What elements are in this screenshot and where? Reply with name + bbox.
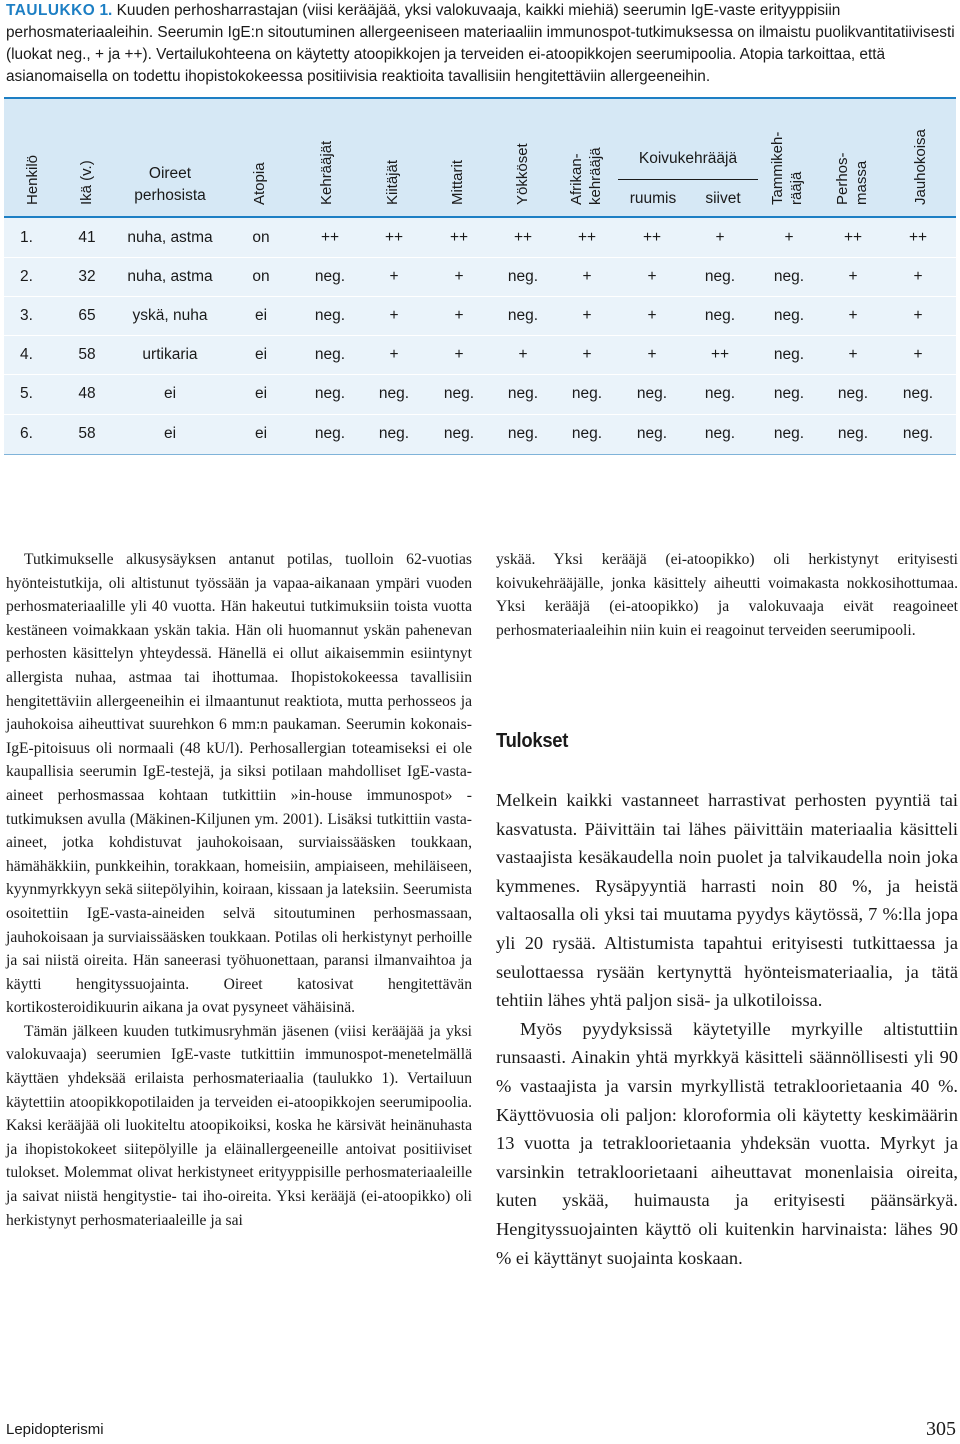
right-column-continuation [496,548,958,642]
header-henkilo: Henkilö [24,154,41,205]
cell-atopia: ei [254,307,268,324]
row-separator [4,335,956,336]
page-number: 305 [926,1418,956,1440]
cell-jauho: ++ [908,229,928,246]
cell-siivet: neg. [704,425,736,442]
cell-ruumis: ++ [642,229,662,246]
cell-kiitajat: neg. [378,385,410,402]
table-body-background [4,218,956,454]
header-koivu: Koivukehrääjä [638,150,738,167]
row-separator [4,374,956,375]
cell-yokkoset: ++ [513,229,533,246]
row-separator [4,257,956,258]
cell-tammi: neg. [773,385,805,402]
header-tammi-line1: Tammikeh- [769,131,786,205]
cell-afrikan: + [582,268,592,285]
cell-perhos: + [848,268,858,285]
cell-henkilo: 3. [20,307,33,324]
cell-ruumis: neg. [636,425,668,442]
cell-afrikan: neg. [571,425,603,442]
cell-oireet: nuha, astma [127,229,213,246]
paragraph: Melkein kaikki vastanneet harrastivat perhosten pyyntiä tai kasvatusta. Päivittäin tai lähes päivittäin materiaalia käsitteli vastaajista kesäkaudella noin puolet ja talvikaudella noin joka kymmenes. Rysäpyyntiä harrasti noin 80 %, ja heistä valtaosalla oli yksi tai muutama pyydys käytössä, 7 %:lla jopa yli 20 rysää. Altistumista tapahtui erityisesti tutkittaessa ja seulottaessa rysään kertynyttä hyönteismateriaalia, ja tätä tehtiin lähes yhtä paljon sisä- ja ulkotiloissa. [496,790,958,1011]
header-oireet-line2: perhosista [134,187,206,204]
cell-jauho: neg. [902,385,934,402]
cell-kehraajat: neg. [314,385,346,402]
cell-kiitajat: + [389,268,399,285]
cell-ika: 32 [78,268,96,285]
cell-ruumis: + [647,346,657,363]
cell-kehraajat: neg. [314,346,346,363]
cell-mittarit: + [454,307,464,324]
cell-perhos: + [848,307,858,324]
header-perhos [833,152,871,205]
cell-perhos: neg. [837,385,869,402]
cell-kiitajat: ++ [384,229,404,246]
cell-mittarit: ++ [449,229,469,246]
journal-footer: Lepidopterismi [6,1421,104,1438]
header-perhos-line1: Perhos- [834,152,851,205]
cell-henkilo: 6. [20,425,33,442]
cell-oireet: urtikaria [142,346,198,363]
cell-jauho: neg. [902,425,934,442]
cell-ika: 65 [78,307,96,324]
header-jauho: Jauhokoisa [912,129,929,205]
header-perhos-line2: massa [853,160,870,205]
header-afrikan [567,147,605,205]
cell-henkilo: 2. [20,268,33,285]
header-mittarit: Mittarit [449,160,466,205]
cell-kehraajat: neg. [314,268,346,285]
cell-ika: 48 [78,385,96,402]
header-kehraajat: Kehrääjät [318,140,335,205]
cell-afrikan: ++ [577,229,597,246]
header-koivu-underline [618,179,758,180]
cell-kiitajat: + [389,346,399,363]
cell-henkilo: 1. [20,229,33,246]
section-heading: Tulokset [496,730,569,752]
header-ruumis: ruumis [629,190,677,207]
header-yokkoset: Yökköset [514,143,531,205]
cell-kiitajat: + [389,307,399,324]
cell-oireet: ei [163,425,177,442]
cell-jauho: + [913,307,923,324]
cell-henkilo: 4. [20,346,33,363]
cell-ika: 41 [78,229,96,246]
cell-mittarit: + [454,268,464,285]
cell-tammi: + [784,229,794,246]
cell-oireet: yskä, nuha [132,307,208,324]
paragraph: Myös pyydyksissä käytetyille myrkyille altistuttiin runsaasti. Ainakin yhtä myrkkyä käsitteli säännöllisesti yli 90 % vastaajista ja varsin myrkyllistä tetrakloorietaania 40 %. Käyttövuosia oli paljon: kloroformia oli käytetty keskimäärin 13 vuotta ja tetrakloorietaania yhdeksän vuotta. Myrkyt ja varsinkin tetrakloorietaani aiheuttavat monenlaisia oireita, kuten yskää, huimausta ja erityisesti päänsärkyä. Hengityssuojainten käyttö oli kuitenkin harvinaista: lähes 90 % ei käyttänyt suojainta koskaan. [496,1018,958,1268]
cell-ika: 58 [78,425,96,442]
header-kiitajat: Kiitäjät [384,159,401,205]
cell-atopia: on [252,268,270,285]
cell-siivet: neg. [704,268,736,285]
header-tammi [768,132,806,205]
paragraph: yskää. Yksi kerääjä (ei-atoopikko) oli herkistynyt erityisesti koivukehrääjälle, jonka käsittely aiheutti voimakasta nokkosihottumaa. Yksi kerääjä (ei-atoopikko) ja valokuvaaja eivät reagoineet perhosmateriaaleihin niin kuin ei reagoinut terveiden seerumipooli. [496,551,958,639]
cell-kehraajat: ++ [320,229,340,246]
cell-atopia: ei [254,346,268,363]
cell-kiitajat: neg. [378,425,410,442]
cell-tammi: neg. [773,425,805,442]
cell-yokkoset: neg. [507,307,539,324]
cell-atopia: ei [254,385,268,402]
cell-yokkoset: neg. [507,268,539,285]
cell-perhos: ++ [843,229,863,246]
caption-label: TAULUKKO [6,2,96,19]
left-column [6,548,472,1232]
table-bottom-rule [4,454,956,455]
caption-number: 1. [99,2,113,19]
row-separator [4,414,956,415]
cell-mittarit: neg. [443,385,475,402]
header-ika: Ikä (v.) [78,160,95,205]
table-caption [6,0,956,88]
cell-afrikan: + [582,346,592,363]
header-oireet [112,163,228,207]
header-tammi-line2: rääjä [788,171,805,205]
cell-siivet: neg. [704,385,736,402]
cell-yokkoset: neg. [507,385,539,402]
cell-tammi: neg. [773,307,805,324]
cell-perhos: + [848,346,858,363]
results-text [496,786,958,1272]
paragraph: Tutkimukselle alkusysäyksen antanut potilas, tuolloin 62-vuotias hyönteistutkija, oli altistunut työssään ja vapaa-aikanaan ympäri vuoden perhosmateriaalille yli 40 vuotta. Hän hakeutui tutkimuksiin toista vuotta kestäneen voimakkaan yskän takia. Hän oli huomannut yskän pahenevan perhosten käsittelyn yhteydessä. Hänellä ei ollut aikaisemmin esiintynyt allergista nuhaa, astmaa tai ihottumaa. Ihopistokokeessa tavallisiin hengitettäviin allergeeneihin ei ilmaantunut reaktiota, mutta perhosseos ja jauhokoisa aiheuttivat suurehkon 6 mm:n paukaman. Seerumin kokonais-IgE-pitoisuus oli normaali (48 kU/l). Perhosallergian toteamiseksi ei ole kaupallisia seerumin IgE-testejä, ja siksi potilaan mahdolliset IgE-vasta-aineet perhosmassaa kohtaan tutkittiin »in-house immunospot» -tutkimuksen avulla (Mäkinen-Kiljunen ym. 2001). Lisäksi tutkittiin vasta-aineet, jotka kohdistuvat jauhokoisaan, surviaissääsken toukkaan, hämähäkkiin, punkkeihin, torakkaan, homeisiin, ampiaiseen, mehiläiseen, kyynmyrkkyyn sekä siitepölyihin, koiraan, kissaan ja lateksiin. Seerumista osoitettiin IgE-vasta-aineiden selvä sitoutuminen perhosmassaan, jauhokoisaan ja surviaissääsken toukkaan. Potilas oli herkistynyt perhoille ja sai niistä oireita. Hän saneerasi työhuonettaan, paransi ilmanvaihtoa ja käytti hengityssuojainta. Oireet katosivat hengitettävän kortikosteroidikuurin aikana ja ovat pysyneet vähäisinä. [6,551,472,1017]
cell-mittarit: + [454,346,464,363]
cell-perhos: neg. [837,425,869,442]
header-siivet: siivet [705,190,741,207]
cell-henkilo: 5. [20,385,33,402]
header-oireet-line1: Oireet [148,165,192,182]
cell-oireet: ei [163,385,177,402]
header-afrikan-line1: Afrikan- [568,153,585,205]
cell-jauho: + [913,268,923,285]
cell-siivet: neg. [704,307,736,324]
cell-afrikan: neg. [571,385,603,402]
cell-yokkoset: neg. [507,425,539,442]
header-afrikan-line2: kehrääjä [587,147,604,205]
cell-jauho: + [913,346,923,363]
cell-afrikan: + [582,307,592,324]
cell-atopia: ei [254,425,268,442]
cell-tammi: neg. [773,268,805,285]
cell-tammi: neg. [773,346,805,363]
cell-kehraajat: neg. [314,307,346,324]
cell-atopia: on [252,229,270,246]
header-atopia: Atopia [251,162,268,205]
cell-yokkoset: + [518,346,528,363]
cell-siivet: ++ [710,346,730,363]
cell-ruumis: + [647,268,657,285]
cell-ruumis: + [647,307,657,324]
caption-text: Kuuden perhosharrastajan (viisi kerääjää, yksi valokuvaaja, kaikki miehiä) seerumin IgE-vaste erityyppisiin perhosmateriaaleihin. Seerumin IgE:n sitoutuminen allergeeniseen materiaaliin immunospot-tutkimuksessa on ilmaistu puolikvantitatiivisesti (luokat neg., + ja ++). Vertailukohteena on käytetty atoopikkojen ja terveiden ei-atoopikkojen seerumipoolia. Atopia tarkoittaa, että asianomaisella on todettu ihopistokokeessa positiivisia reaktioita tavallisiin hengitettäviin allergeeneihin. [6,2,955,85]
cell-kehraajat: neg. [314,425,346,442]
paragraph: Tämän jälkeen kuuden tutkimusryhmän jäsenen (viisi kerääjää ja yksi valokuvaaja) seerumien IgE-vaste tutkittiin immunospot-menetelmällä käyttäen yhdeksää erilaista perhosmateriaalia (taulukko 1). Vertailuun käytettiin atoopikkopotilaiden ja terveiden ei-atoopikkojen seerumipoolia. Kaksi kerääjää oli luokiteltu atoopikoiksi, koska he kärsivät heinänuhasta ja ihopistokokeet siitepölyille ja eläinallergeeneille antoivat positiiviset tulokset. Molemmat olivat herkistyneet erityyppisille perhosmateriaaleille ja saivat niistä hengitystie- tai iho-oireita. Yksi kerääjä (ei-atoopikko) oli herkistynyt perhosmateriaaleille ja sai [6,1022,472,1229]
cell-siivet: + [715,229,725,246]
cell-oireet: nuha, astma [127,268,213,285]
cell-ika: 58 [78,346,96,363]
cell-ruumis: neg. [636,385,668,402]
row-separator [4,296,956,297]
cell-mittarit: neg. [443,425,475,442]
